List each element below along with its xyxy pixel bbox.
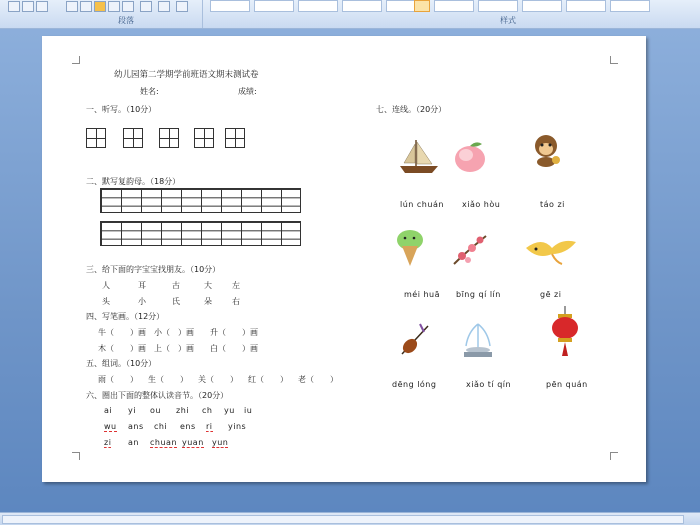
style-subtitle[interactable] bbox=[434, 0, 474, 12]
pinyin-label: dēng lóng bbox=[392, 380, 437, 389]
tian-grid bbox=[86, 128, 106, 148]
syllable: zi bbox=[104, 438, 112, 447]
s4-item: 小（ ）画 bbox=[154, 328, 194, 337]
style-strong[interactable] bbox=[522, 0, 562, 12]
section-2-heading: 二、默写复韵母。（18分） bbox=[86, 177, 181, 186]
style-heading1[interactable] bbox=[298, 0, 338, 12]
plum-blossom-image bbox=[450, 230, 490, 268]
tian-grid bbox=[225, 128, 245, 148]
pinyin-label: táo zi bbox=[540, 200, 565, 209]
fountain-image bbox=[458, 318, 498, 362]
tian-grid bbox=[123, 128, 143, 148]
syllable: yu bbox=[224, 406, 235, 415]
shading-icon[interactable] bbox=[158, 1, 170, 12]
syllable: ri bbox=[206, 422, 213, 431]
syllable: ens bbox=[180, 422, 196, 431]
pinyin-label: bīng qí lín bbox=[456, 290, 501, 299]
syllable: yins bbox=[228, 422, 247, 431]
s3-char: 大 bbox=[204, 281, 212, 290]
s3-char: 小 bbox=[138, 297, 146, 306]
s3-char: 左 bbox=[232, 281, 240, 290]
crop-mark-bl bbox=[72, 452, 80, 460]
s5-item: 生（ ） bbox=[148, 375, 188, 384]
syllable: ou bbox=[150, 406, 161, 415]
monkey-image bbox=[528, 132, 564, 168]
ribbon bbox=[0, 0, 700, 29]
syllable: ai bbox=[104, 406, 113, 415]
style-no-spacing[interactable] bbox=[254, 0, 294, 12]
s3-char: 头 bbox=[102, 297, 110, 306]
section-4-heading: 四、写笔画。（12分） bbox=[86, 312, 165, 321]
styles-group-label: 样式 bbox=[500, 16, 516, 25]
align-left-icon[interactable] bbox=[66, 1, 78, 12]
ribbon-group-paragraph bbox=[0, 0, 203, 28]
distributed-icon[interactable] bbox=[122, 1, 134, 12]
crop-mark-br bbox=[610, 452, 618, 460]
borders-icon[interactable] bbox=[176, 1, 188, 12]
tian-grid bbox=[194, 128, 214, 148]
violin-image bbox=[394, 320, 434, 360]
horizontal-scrollbar[interactable] bbox=[2, 515, 684, 524]
syllable: yi bbox=[128, 406, 136, 415]
syllable: an bbox=[128, 438, 139, 447]
style-selected[interactable] bbox=[414, 0, 430, 12]
syllable: iu bbox=[244, 406, 253, 415]
style-emphasis[interactable] bbox=[478, 0, 518, 12]
syllable: chuan bbox=[150, 438, 178, 447]
writing-grid-2 bbox=[100, 221, 301, 246]
syllable: wu bbox=[104, 422, 117, 431]
align-right-icon[interactable] bbox=[94, 1, 106, 12]
s4-item: 上（ ）画 bbox=[154, 344, 194, 353]
ribbon-group-styles bbox=[204, 0, 700, 28]
syllable: yuan bbox=[182, 438, 204, 447]
paragraph-group-label: 段落 bbox=[118, 16, 134, 25]
s4-item: 木（ ）画 bbox=[98, 344, 146, 353]
ice-cream-image bbox=[392, 228, 428, 268]
crop-mark-tl bbox=[72, 56, 80, 64]
justify-icon[interactable] bbox=[108, 1, 120, 12]
align-center-icon[interactable] bbox=[80, 1, 92, 12]
score-label: 成绩: bbox=[238, 87, 257, 96]
section-5-heading: 五、组词。（10分） bbox=[86, 359, 157, 368]
pinyin-label: gē zi bbox=[540, 290, 562, 299]
pinyin-label: pēn quán bbox=[546, 380, 588, 389]
sailboat-image bbox=[396, 136, 442, 176]
line-spacing-icon[interactable] bbox=[140, 1, 152, 12]
pinyin-label: xiǎo hòu bbox=[462, 200, 501, 209]
document-page[interactable] bbox=[42, 36, 646, 482]
s4-item: 白（ ）画 bbox=[210, 344, 258, 353]
section-6-heading: 六、圈出下面的整体认读音节。（20分） bbox=[86, 391, 229, 400]
syllable: ch bbox=[202, 406, 213, 415]
section-7-heading: 七、连线。（20分） bbox=[376, 105, 447, 114]
syllable: ans bbox=[128, 422, 144, 431]
style-quote[interactable] bbox=[566, 0, 606, 12]
s3-char: 耳 bbox=[138, 281, 146, 290]
pinyin-label: méi huā bbox=[404, 290, 441, 299]
char-border-icon[interactable] bbox=[22, 1, 34, 12]
s3-char: 右 bbox=[232, 297, 240, 306]
writing-grid-1 bbox=[100, 188, 301, 213]
syllable: zhi bbox=[176, 406, 189, 415]
s5-item: 老（ ） bbox=[298, 375, 338, 384]
name-label: 姓名: bbox=[140, 87, 159, 96]
pinyin-label: lún chuán bbox=[400, 200, 444, 209]
syllable: chi bbox=[154, 422, 168, 431]
s3-char: 人 bbox=[102, 281, 110, 290]
section-1-heading: 一、听写。（10分） bbox=[86, 105, 157, 114]
s3-char: 氏 bbox=[172, 297, 180, 306]
style-heading2[interactable] bbox=[342, 0, 382, 12]
lantern-image bbox=[548, 306, 582, 362]
syllable: yun bbox=[212, 438, 229, 447]
font-color-icon[interactable] bbox=[8, 1, 20, 12]
s5-item: 关（ ） bbox=[198, 375, 238, 384]
s3-char: 朵 bbox=[204, 297, 212, 306]
peach-image bbox=[452, 140, 488, 174]
enclose-char-icon[interactable] bbox=[36, 1, 48, 12]
dove-image bbox=[522, 234, 580, 266]
section-3-heading: 三、给下面的字宝宝找朋友。（10分） bbox=[86, 265, 221, 274]
style-more[interactable] bbox=[610, 0, 650, 12]
s3-char: 古 bbox=[172, 281, 180, 290]
style-normal[interactable] bbox=[210, 0, 250, 12]
s5-item: 红（ ） bbox=[248, 375, 288, 384]
s4-item: 升（ ）画 bbox=[210, 328, 258, 337]
horizontal-scrollbar-area bbox=[0, 512, 700, 525]
crop-mark-tr bbox=[610, 56, 618, 64]
s4-item: 牛（ ）画 bbox=[98, 328, 146, 337]
tian-grid bbox=[159, 128, 179, 148]
exam-title: 幼儿园第二学期学前班语文期末测试卷 bbox=[114, 70, 259, 80]
s5-item: 雨（ ） bbox=[98, 375, 138, 384]
pinyin-label: xiǎo tí qín bbox=[466, 380, 512, 389]
